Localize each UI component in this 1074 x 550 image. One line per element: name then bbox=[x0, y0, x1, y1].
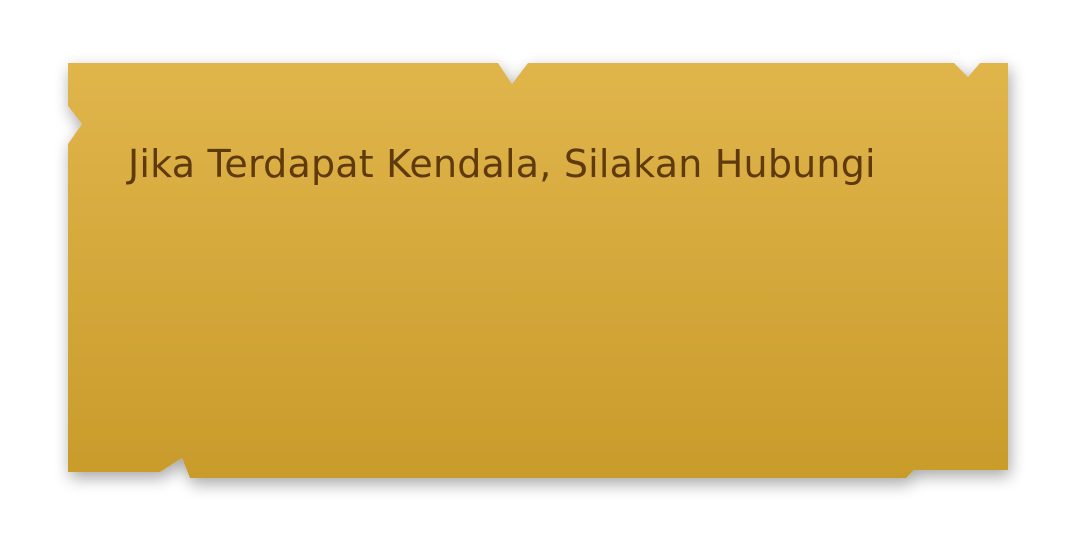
parchment-shape bbox=[68, 63, 1008, 478]
contact-message: Jika Terdapat Kendala, Silakan Hubungi bbox=[128, 142, 876, 186]
